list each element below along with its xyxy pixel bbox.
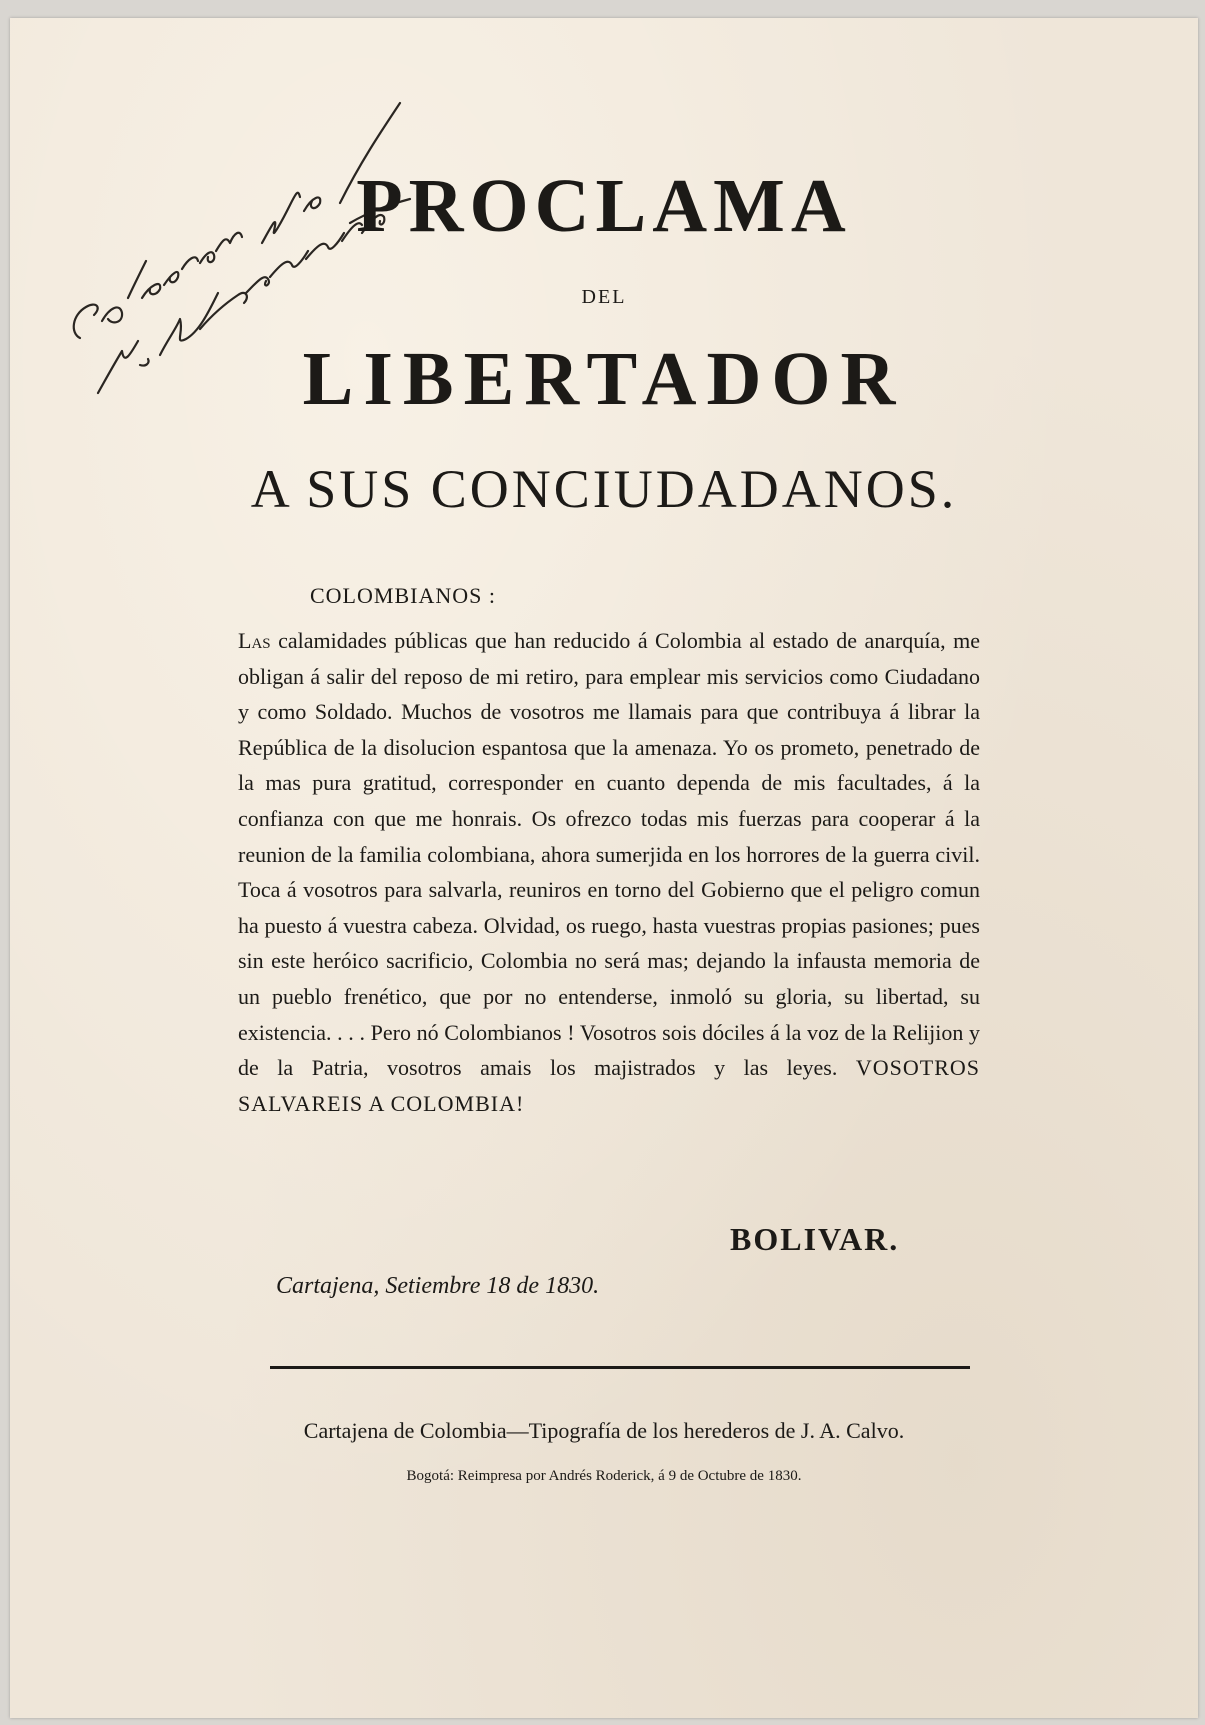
title-proclama: PROCLAMA	[356, 164, 852, 248]
body-paragraph: calamidades públicas que han reducido á Colombia al estado de anarquía, me obligan á salir del reposo de mi retiro, para emplear mis servicios como Ciudadano y como Soldado. Muchos de vosotros me llamais para que contribuya á librar la República de la disolucion espantosa que la amenaza. Yo os prometo, penetrado de la mas pura gratitud, corresponder en cuanto dependa de mis facultades, á la confianza con que me honrais. Os ofrezco todas mis fuerzas para cooperar á la reunion de la familia colombiana, ahora sumerjida en los horrores de la guerra civil. Toca á vosotros para salvarla, reuniros en torno del Gobierno que el peligro comun ha puesto á vuestra cabeza. Olvidad, os ruego, hasta vuestras propias pasiones; pues sin este heróico sacrificio, Colombia no será mas; dejando la infausta memoria de un pueblo frenético, que por no entenderse, inmoló su gloria, su libertad, su existencia. . . . Pero nó Colombianos ! Vosotros sois dóciles á la voz de la Relijion y de la Patria, vosotros amais los majistrados y las leyes.	[238, 628, 980, 1081]
title-del: DEL	[581, 286, 627, 308]
document-sheet	[10, 18, 1198, 1718]
proclamation-body	[238, 623, 980, 1121]
title-libertador: LIBERTADOR	[302, 337, 906, 421]
salutation: COLOMBIANOS :	[310, 583, 496, 608]
divider-rule	[270, 1366, 970, 1369]
body-initial: Las	[238, 628, 271, 653]
dateline: Cartajena, Setiembre 18 de 1830.	[276, 1273, 600, 1299]
body-closing: VOSOTROS SALVAREIS A COLOMBIA!	[238, 1055, 980, 1116]
printer-imprint: Cartajena de Colombia—Tipografía de los herederos de J. A. Calvo.	[303, 1418, 905, 1443]
reprint-note: Bogotá: Reimpresa por Andrés Roderick, á 9 de Octubre de 1830.	[406, 1468, 802, 1484]
subtitle: A SUS CONCIUDADANOS.	[250, 459, 958, 519]
signature: BOLIVAR.	[730, 1221, 900, 1257]
